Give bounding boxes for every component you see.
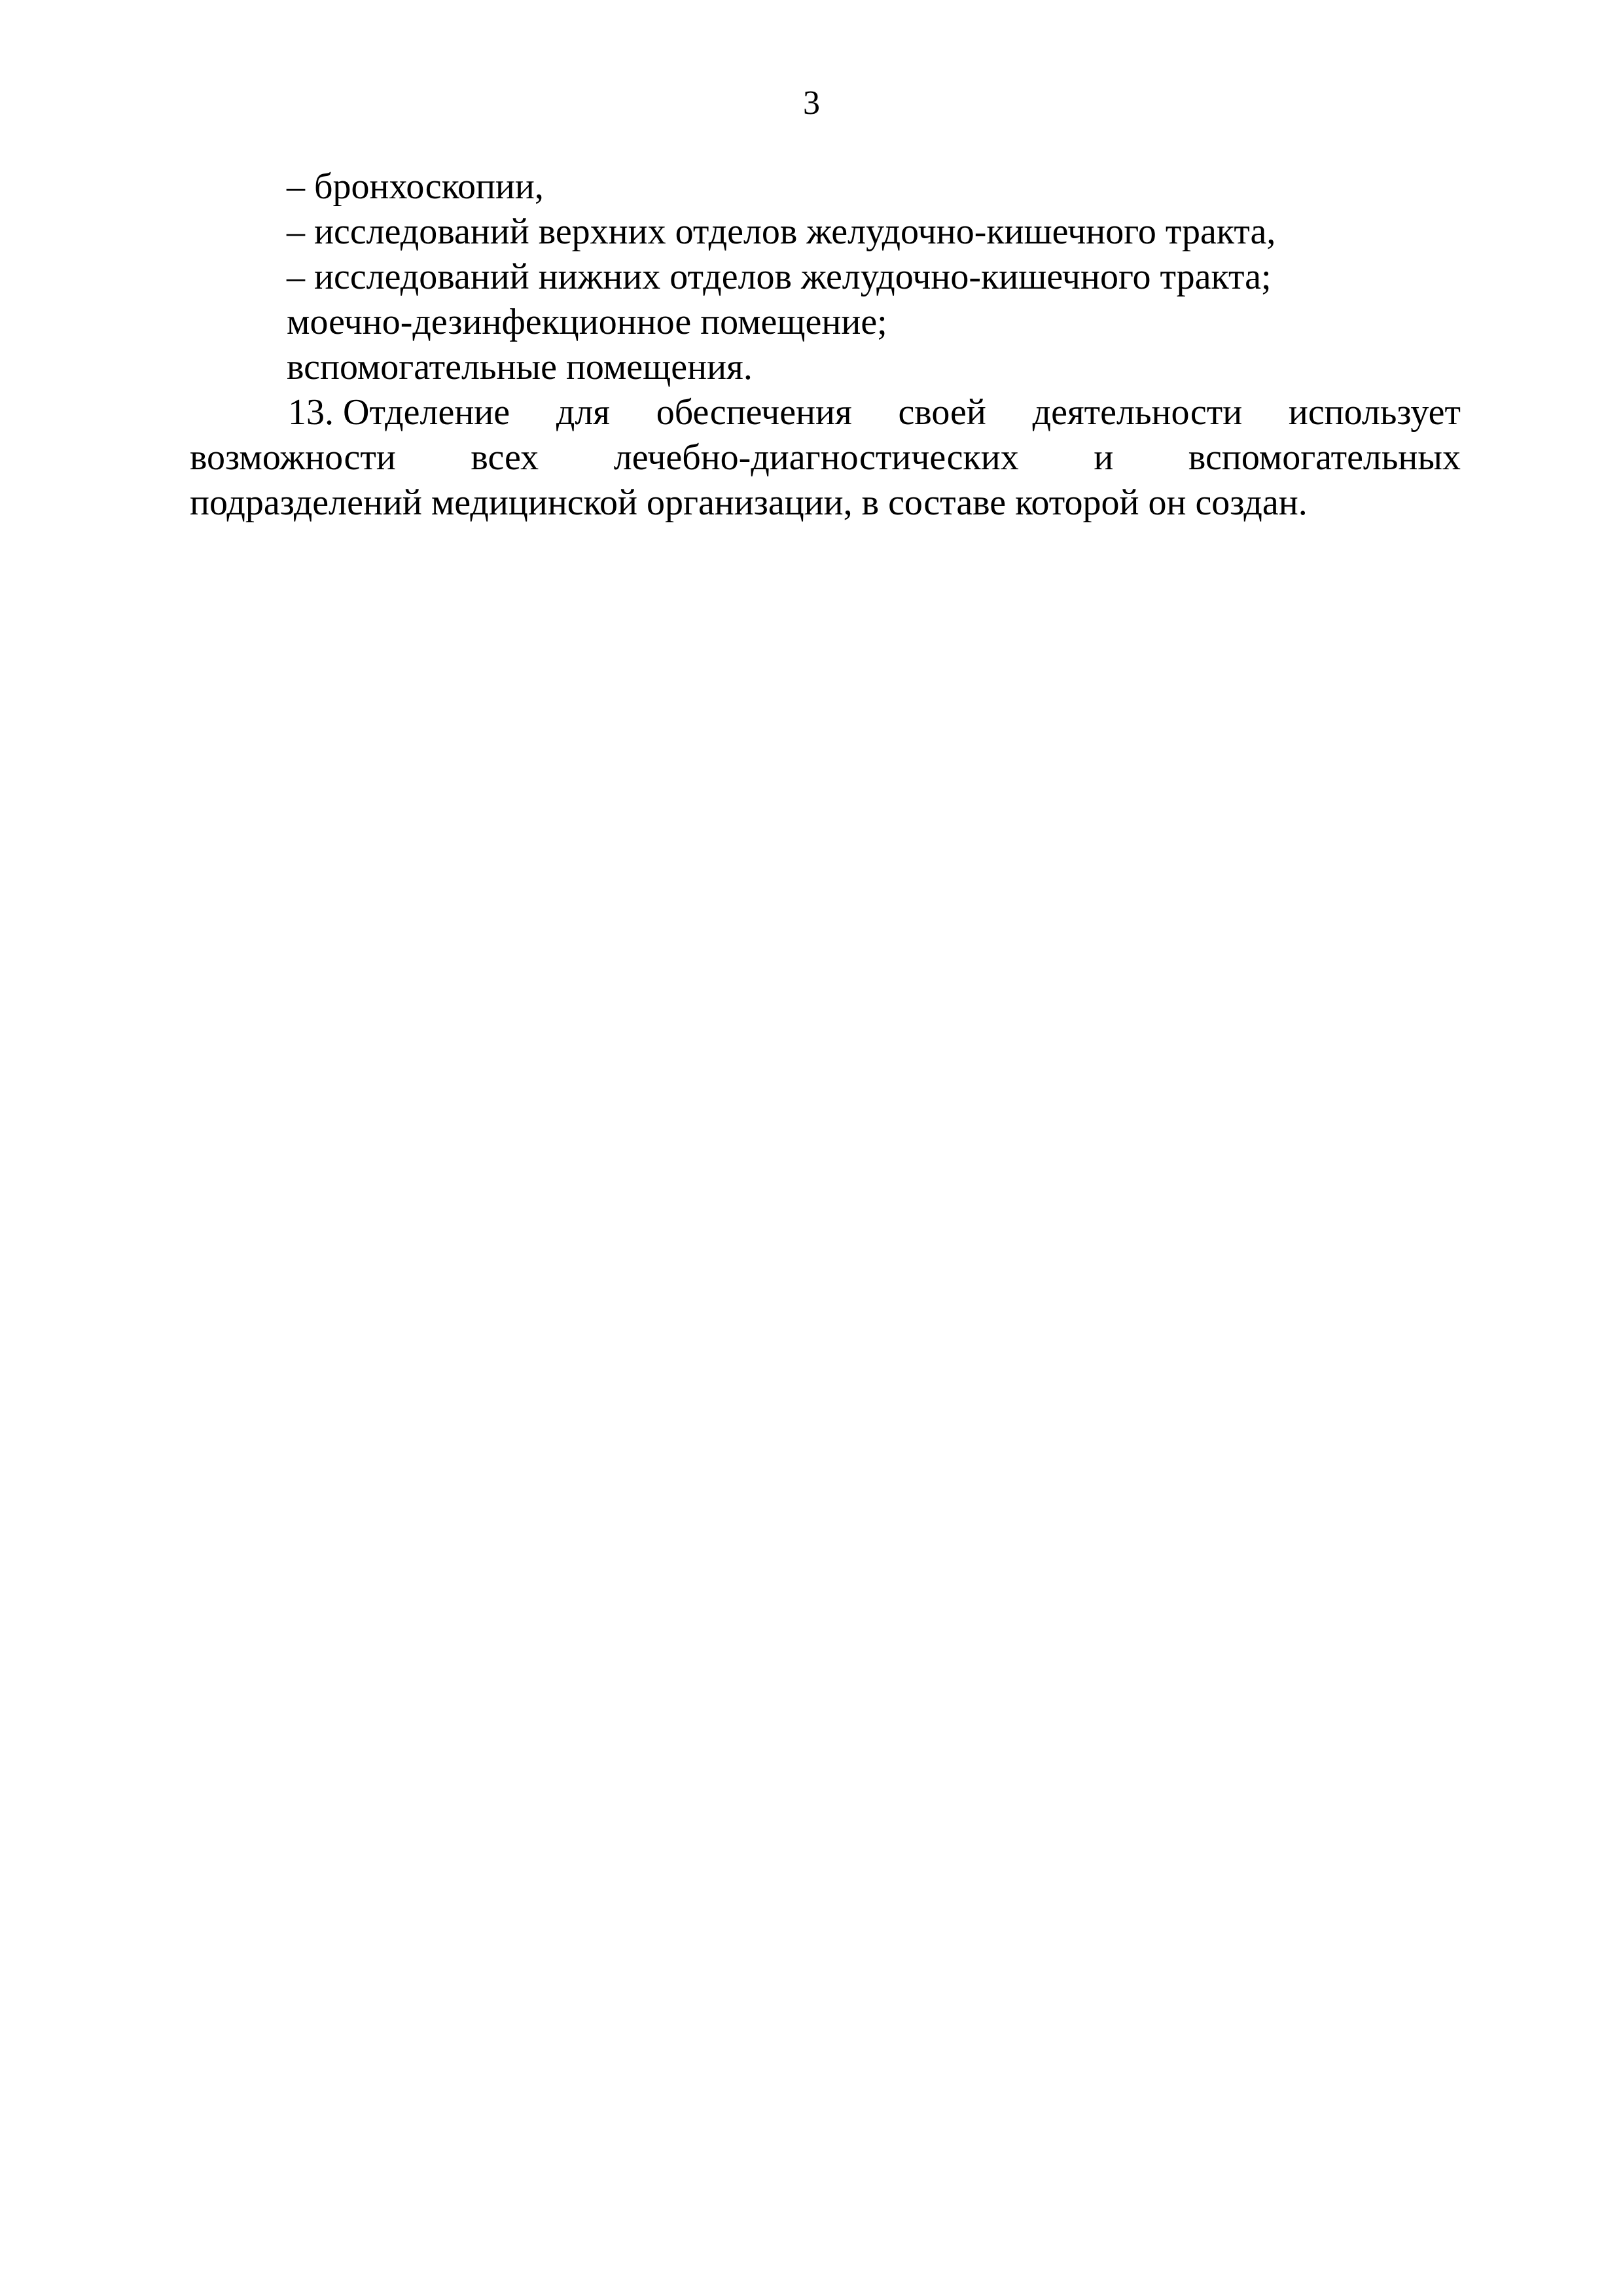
list-item: вспомогательные помещения. (287, 347, 753, 387)
word: для (556, 392, 611, 433)
word: обеспечения (656, 392, 852, 433)
paragraph-13-line-2 (190, 435, 1461, 480)
word: использует (1288, 392, 1461, 433)
list-item: – исследований верхних отделов желудочно-кишечного тракта, (287, 211, 1276, 252)
word: всех (471, 437, 539, 478)
word: вспомогательных (1188, 437, 1461, 478)
paragraph-13-line-3: подразделений медицинской организации, в составе которой он создан. (190, 482, 1308, 523)
list-item: моечно-дезинфекционное помещение; (287, 302, 887, 342)
list-item: – бронхоскопии, (287, 166, 544, 207)
document-body (190, 164, 1461, 526)
page-number: 3 (803, 84, 820, 122)
word: своей (898, 392, 986, 433)
word: и (1094, 437, 1114, 478)
list-item: – исследований нижних отделов желудочно-кишечного тракта; (287, 257, 1272, 297)
word: деятельности (1032, 392, 1243, 433)
word: лечебно-диагностических (613, 437, 1019, 478)
word: 13. Отделение (288, 392, 510, 433)
word: возможности (190, 437, 396, 478)
paragraph-13-line-1 (190, 390, 1461, 435)
